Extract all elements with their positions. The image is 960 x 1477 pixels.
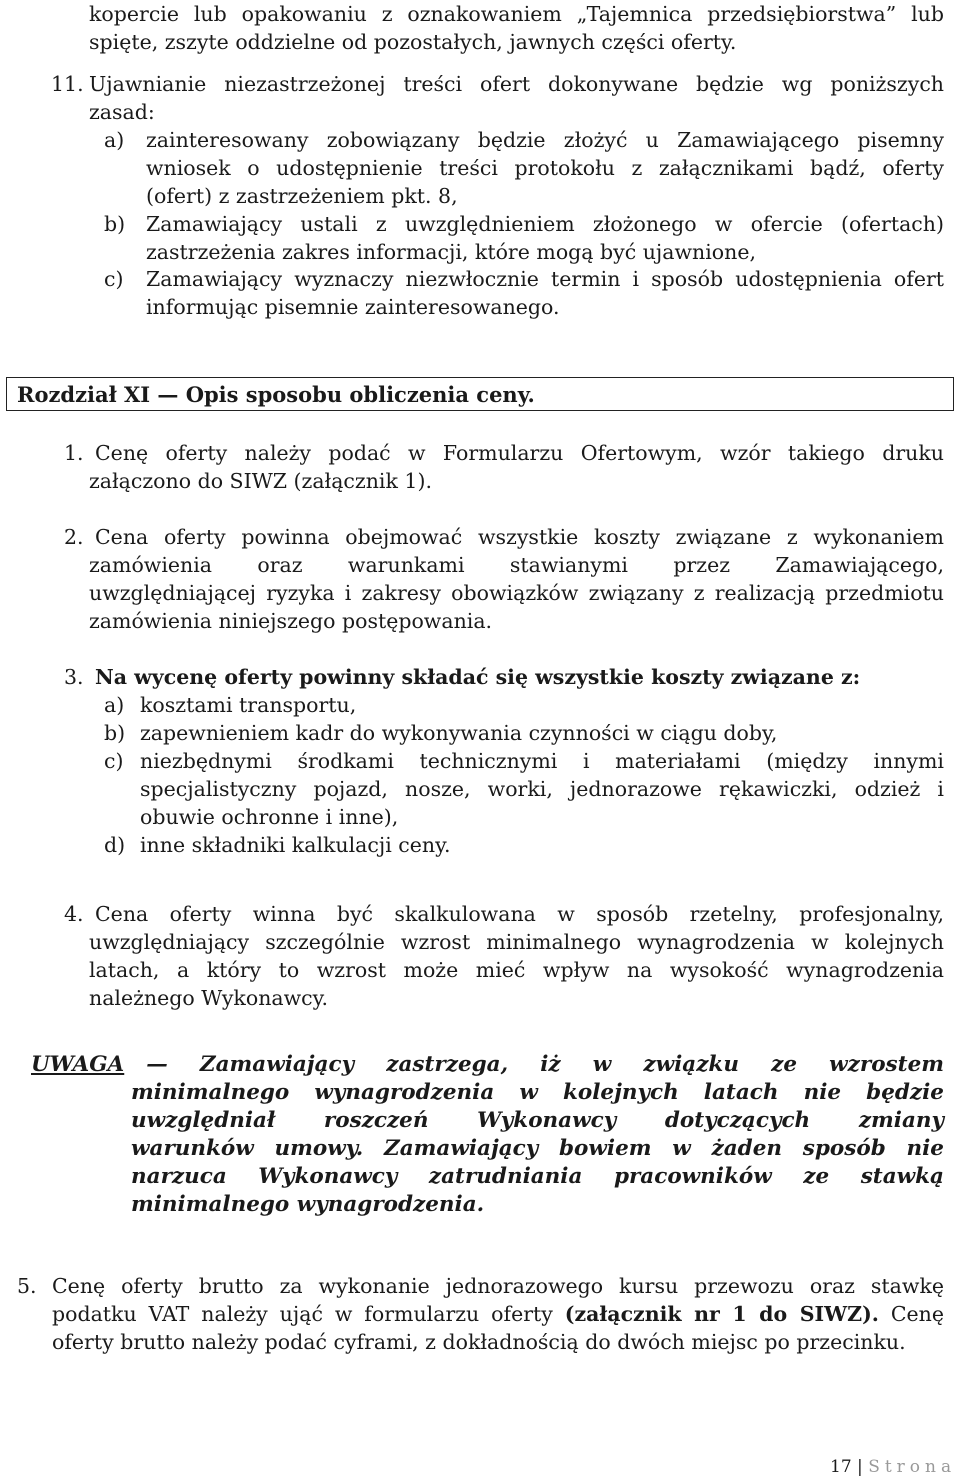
section-2-line-4: zamówienia niniejszego postępowania.	[89, 609, 493, 633]
item-c-line-2: informując pisemnie zainteresowanego.	[146, 295, 560, 319]
section-5-line-2	[52, 1300, 944, 1328]
section-1-number: 1.	[64, 441, 84, 465]
s3-item-d-mark: d)	[104, 833, 126, 857]
section-1-line-2: załączono do SIWZ (załącznik 1).	[89, 469, 432, 493]
section-4-number: 4.	[64, 902, 84, 926]
section-5-line-2a: podatku VAT należy ująć w formularzu oferty	[52, 1302, 553, 1326]
point-11-number: 11.	[51, 72, 84, 96]
item-b-line-2: zastrzeżenia zakres informacji, które mogą być ujawnione,	[146, 240, 757, 264]
continuation-line-2: spięte, zszyte oddzielne od pozostałych, jawnych części oferty.	[89, 30, 737, 54]
s3-item-d-line-1: inne składniki kalkulacji ceny.	[140, 833, 451, 857]
section-2-line-3: uwzględniającej ryzyka i zakresy obowiązków związany z realizacją przedmiotu	[89, 581, 944, 605]
s3-item-b-line-1: zapewnieniem kadr do wykonywania czynności w ciągu doby,	[140, 721, 778, 745]
section-2-line-2: zamówienia oraz warunkami stawianymi przez Zamawiającego,	[89, 553, 944, 577]
footer-separator: |	[857, 1457, 863, 1477]
item-b-mark: b)	[104, 212, 126, 236]
section-2-number: 2.	[64, 525, 84, 549]
continuation-line-1: kopercie lub opakowaniu z oznakowaniem „Tajemnica przedsiębiorstwa” lub	[89, 2, 944, 26]
chapter-heading-box	[6, 377, 954, 411]
uwaga-line-6: minimalnego wynagrodzenia.	[131, 1192, 485, 1217]
s3-item-a-line-1: kosztami transportu,	[140, 693, 357, 717]
section-5-attachment-ref: (załącznik nr 1 do SIWZ).	[564, 1302, 879, 1326]
point-11-line-2: zasad:	[89, 100, 155, 124]
item-a-line-3: (ofert) z zastrzeżeniem pkt. 8,	[146, 184, 458, 208]
s3-item-c-line-3: obuwie ochronne i inne),	[140, 805, 399, 829]
s3-item-c-line-2: specjalistyczny pojazd, nosze, worki, jednorazowe rękawiczki, odzież i	[140, 777, 944, 801]
section-5-number: 5.	[17, 1274, 37, 1298]
uwaga-line-1-text: — Zamawiający zastrzega, iż w związku ze wzrostem	[146, 1052, 944, 1077]
section-5-line-2c: Cenę	[878, 1302, 944, 1326]
uwaga-label: UWAGA	[31, 1052, 125, 1077]
section-4-line-4: należnego Wykonawcy.	[89, 986, 329, 1010]
item-c-mark: c)	[104, 267, 124, 291]
uwaga-line-1	[31, 1051, 944, 1079]
section-3-number: 3.	[64, 665, 84, 689]
section-2-line-1: Cena oferty powinna obejmować wszystkie koszty związane z wykonaniem	[95, 525, 944, 549]
point-11-line-1: Ujawnianie niezastrzeżonej treści ofert dokonywane będzie wg poniższych	[89, 72, 944, 96]
section-1-line-1: Cenę oferty należy podać w Formularzu Ofertowym, wzór takiego druku	[95, 441, 944, 465]
page-footer	[830, 1457, 956, 1477]
s3-item-c-line-1: niezbędnymi środkami technicznymi i materiałami (między innymi	[140, 749, 944, 773]
section-4-line-2: uwzględniający szczególnie wzrost minimalnego wynagrodzenia w kolejnych	[89, 930, 944, 954]
item-c-line-1: Zamawiający wyznaczy niezwłocznie termin i sposób udostępnienia ofert	[146, 267, 944, 291]
section-5-line-1: Cenę oferty brutto za wykonanie jednorazowego kursu przewozu oraz stawkę	[52, 1274, 944, 1298]
s3-item-a-mark: a)	[104, 693, 125, 717]
item-a-line-1: zainteresowany zobowiązany będzie złożyć u Zamawiającego pisemny	[146, 128, 944, 152]
uwaga-line-5: narzuca Wykonawcy zatrudniania pracowników ze stawką	[131, 1164, 944, 1189]
item-a-line-2: wniosek o udostępnienie treści protokołu z załącznikami bądź, oferty	[146, 156, 944, 180]
section-4-line-1: Cena oferty winna być skalkulowana w sposób rzetelny, profesjonalny,	[95, 902, 944, 926]
section-5-line-3: oferty brutto należy podać cyframi, z dokładnością do dwóch miejsc po przecinku.	[52, 1330, 906, 1354]
item-a-mark: a)	[104, 128, 125, 152]
chapter-heading: Rozdział XI — Opis sposobu obliczenia ceny.	[17, 382, 535, 407]
s3-item-b-mark: b)	[104, 721, 126, 745]
uwaga-line-3: uwzględniał roszczeń Wykonawcy dotyczących zmiany	[131, 1108, 944, 1133]
s3-item-c-mark: c)	[104, 749, 124, 773]
section-4-line-3: latach, a który to wzrost może mieć wpływ na wysokość wynagrodzenia	[89, 958, 944, 982]
section-3-title: Na wycenę oferty powinny składać się wszystkie koszty związane z:	[95, 665, 861, 689]
page-number: 17	[830, 1457, 852, 1477]
uwaga-line-2: minimalnego wynagrodzenia w kolejnych latach nie będzie	[131, 1080, 944, 1105]
uwaga-line-4: warunków umowy. Zamawiający bowiem w żaden sposób nie	[131, 1136, 944, 1161]
footer-label: Strona	[868, 1457, 957, 1477]
item-b-line-1: Zamawiający ustali z uwzględnieniem złożonego w ofercie (ofertach)	[146, 212, 944, 236]
